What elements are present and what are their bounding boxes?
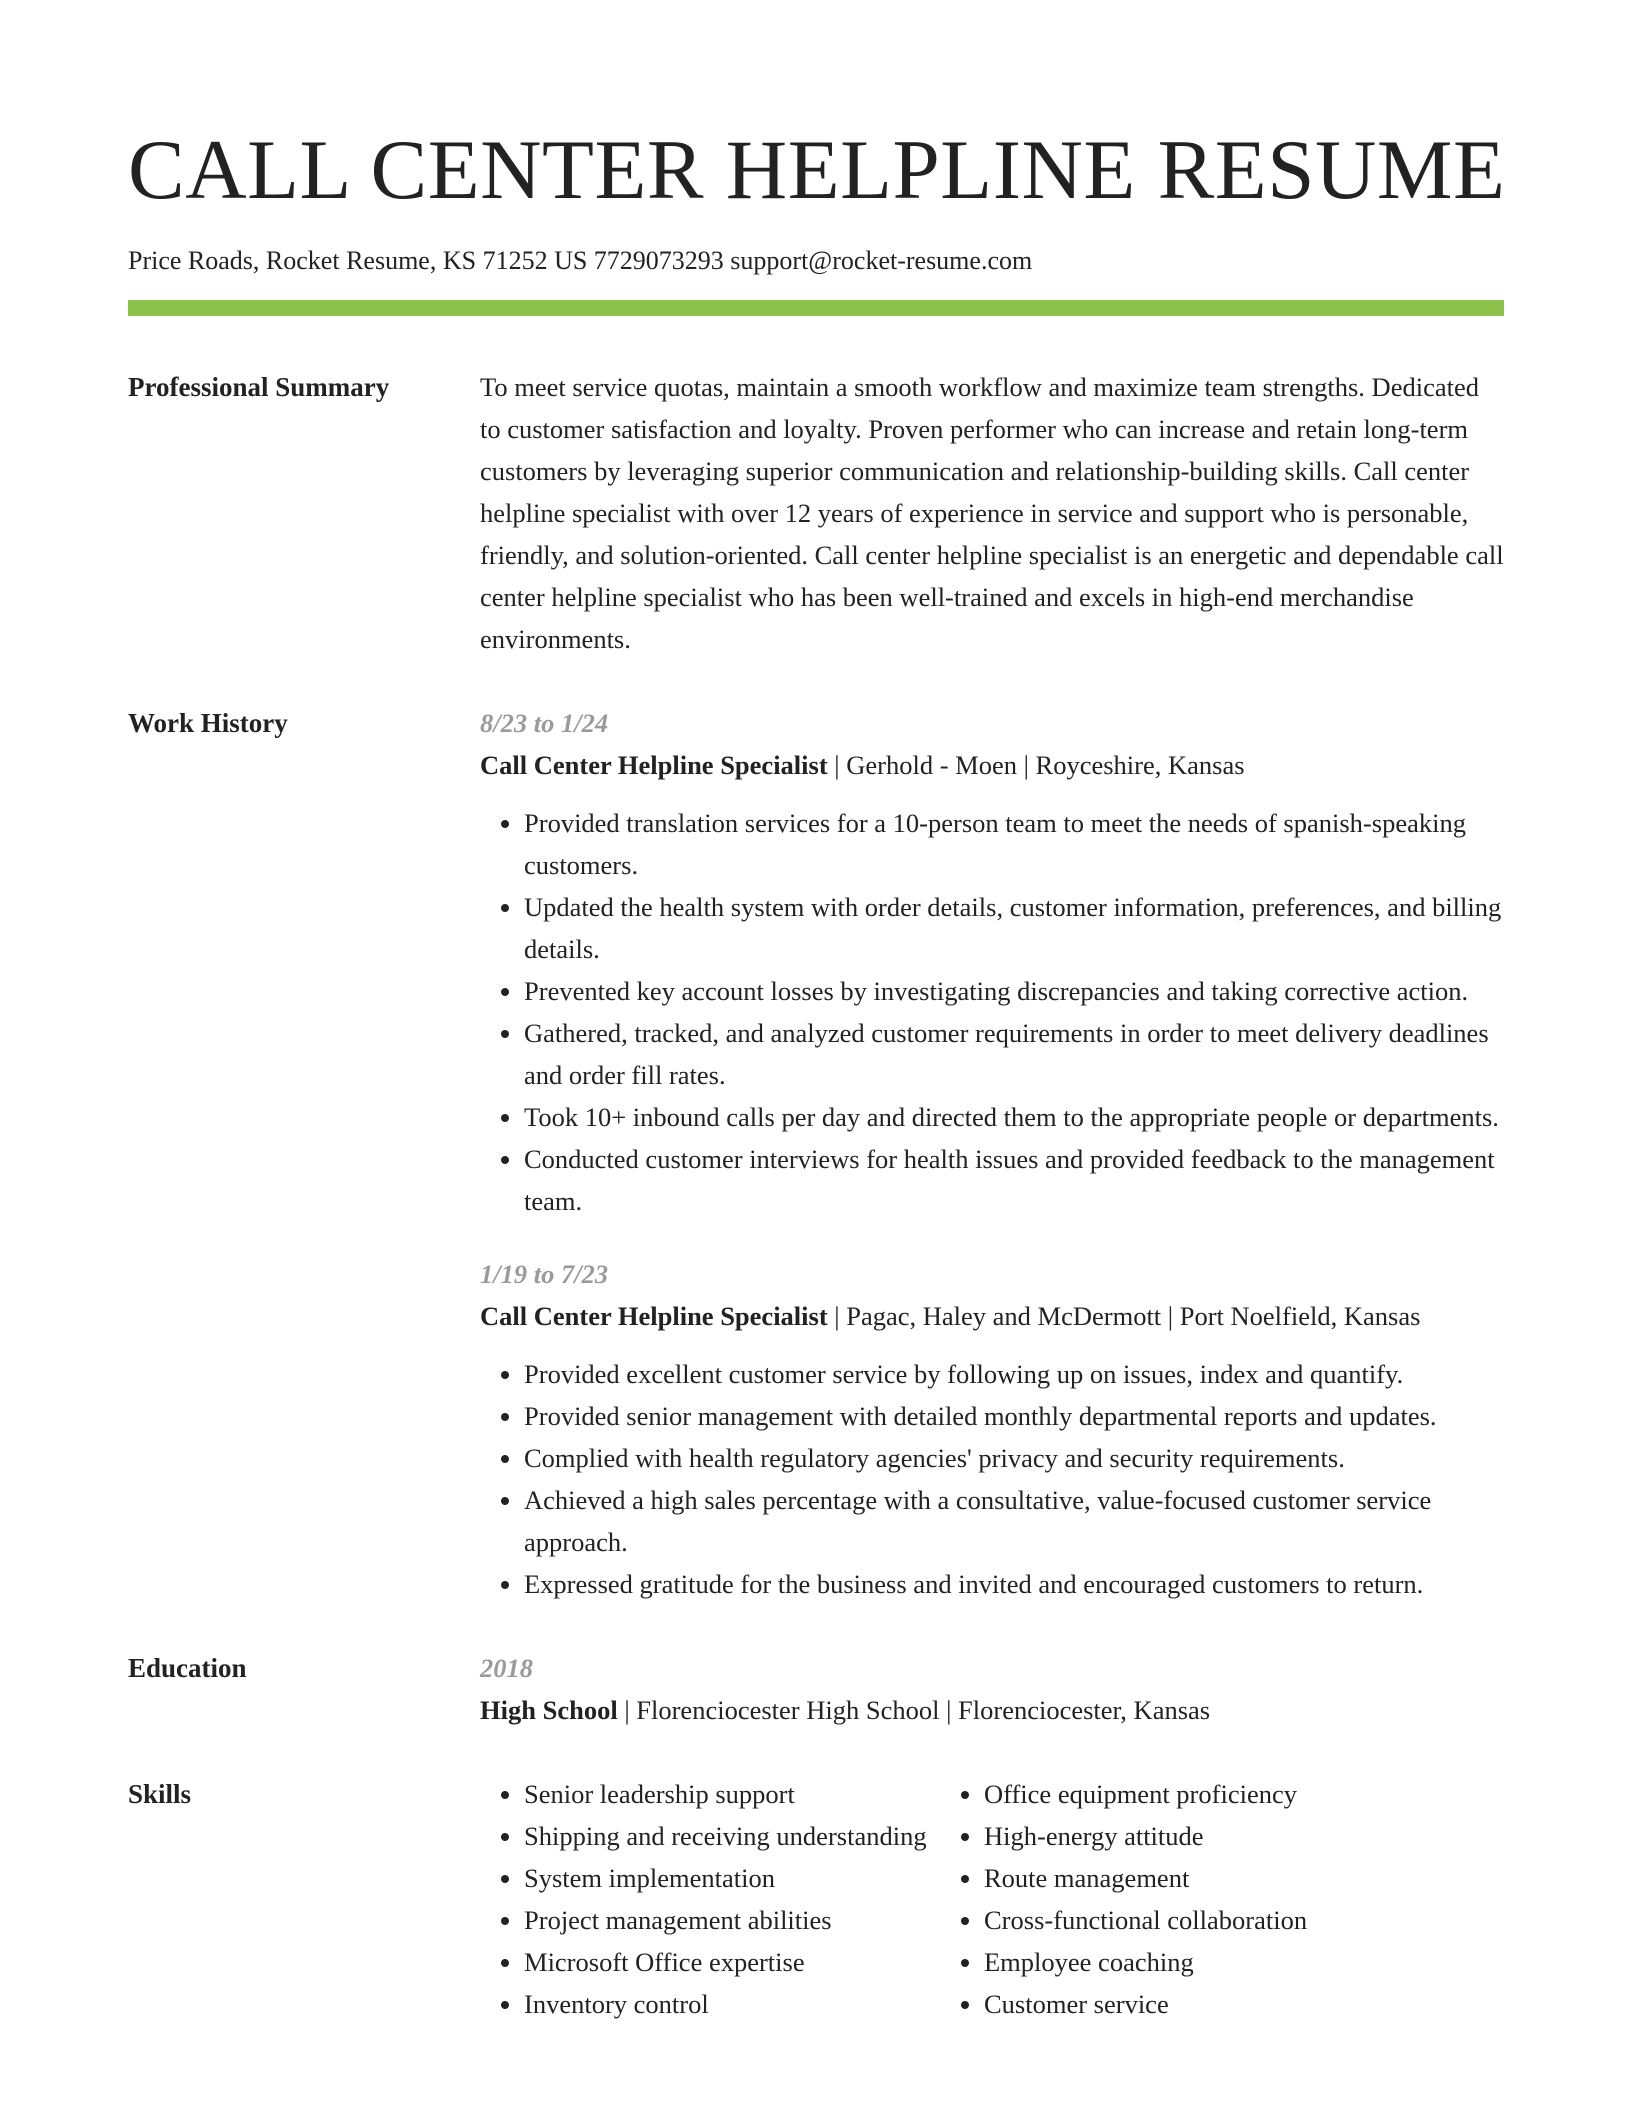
skills-content xyxy=(480,1773,1504,2025)
education-year: 2018 xyxy=(480,1653,533,1683)
job-heading xyxy=(480,1295,1504,1337)
summary-text: To meet service quotas, maintain a smooth workflow and maximize team strengths. Dedicated to customer satisfaction and loyalty. Proven performer who can increase and retain long-term customers by leveraging superior communication and relationship-building skills. Call center helpline specialist with over 12 years of experience in service and support who is personable, friendly, and solution-oriented. Call center helpline specialist is an energetic and dependable call center helpline specialist who has been well-trained and excels in high-end merchandise environments. xyxy=(480,372,1504,654)
education-heading: Education xyxy=(128,1653,247,1683)
summary-content xyxy=(480,366,1504,660)
job-duty: • Complied with health regulatory agencies' privacy and security requirements. xyxy=(524,1437,1504,1479)
job-entry xyxy=(480,702,1504,1222)
job-duty: • Prevented key account losses by investigating discrepancies and taking corrective action. xyxy=(524,970,1504,1012)
skills-list-right xyxy=(940,1773,1307,2025)
job-duty: • Achieved a high sales percentage with a consultative, value-focused customer service approach. xyxy=(524,1479,1504,1563)
skill-item: • Customer service xyxy=(984,1983,1307,2025)
skill-item: • Employee coaching xyxy=(984,1941,1307,1983)
job-duty: • Provided senior management with detailed monthly departmental reports and updates. xyxy=(524,1395,1504,1437)
job-duty: • Provided excellent customer service by following up on issues, index and quantify. xyxy=(524,1353,1504,1395)
skill-item: • Cross-functional collaboration xyxy=(984,1899,1307,1941)
header-divider xyxy=(128,300,1504,316)
education-school-location: | Florenciocester High School | Florenciocester, Kansas xyxy=(617,1695,1211,1725)
skill-item: • Inventory control xyxy=(524,1983,940,2025)
work-history-section xyxy=(128,702,1504,1605)
education-degree: High School xyxy=(480,1695,618,1725)
skills-list-left xyxy=(480,1773,940,2025)
skill-item: • Project management abilities xyxy=(524,1899,940,1941)
job-heading xyxy=(480,744,1504,786)
education-line xyxy=(480,1689,1504,1731)
education-section xyxy=(128,1647,1504,1731)
skill-item: • Office equipment proficiency xyxy=(984,1773,1307,1815)
resume-page xyxy=(128,0,1504,2025)
resume-title: CALL CENTER HELPLINE RESUME xyxy=(128,123,1506,217)
skill-item: • Route management xyxy=(984,1857,1307,1899)
job-title: Call Center Helpline Specialist xyxy=(480,750,828,780)
job-duty: • Updated the health system with order details, customer information, preferences, and billing details. xyxy=(524,886,1504,970)
skill-item: • Senior leadership support xyxy=(524,1773,940,1815)
job-duty: • Gathered, tracked, and analyzed customer requirements in order to meet delivery deadlines and order fill rates. xyxy=(524,1012,1504,1096)
skills-section xyxy=(128,1773,1504,2025)
job-title: Call Center Helpline Specialist xyxy=(480,1301,828,1331)
work-history-content xyxy=(480,702,1504,1605)
job-duty: • Expressed gratitude for the business and invited and encouraged customers to return. xyxy=(524,1563,1504,1605)
job-dates: 8/23 to 1/24 xyxy=(480,708,609,738)
skill-item: • Shipping and receiving understanding xyxy=(524,1815,940,1857)
contact-info: Price Roads, Rocket Resume, KS 71252 US 7729073293 support@rocket-resume.com xyxy=(128,246,1033,275)
job-dates: 1/19 to 7/23 xyxy=(480,1259,609,1289)
skill-item: • System implementation xyxy=(524,1857,940,1899)
summary-heading: Professional Summary xyxy=(128,372,390,402)
job-duty: • Provided translation services for a 10-person team to meet the needs of spanish-speaking customers. xyxy=(524,802,1504,886)
work-history-heading: Work History xyxy=(128,708,288,738)
job-duty: • Conducted customer interviews for health issues and provided feedback to the management team. xyxy=(524,1138,1504,1222)
job-entry xyxy=(480,1253,1504,1605)
skill-item: • Microsoft Office expertise xyxy=(524,1941,940,1983)
summary-section xyxy=(128,366,1504,660)
job-employer-location: | Pagac, Haley and McDermott | Port Noelfield, Kansas xyxy=(827,1301,1421,1331)
job-duties-list xyxy=(480,802,1504,1222)
skill-item: • High-energy attitude xyxy=(984,1815,1307,1857)
job-duty: • Took 10+ inbound calls per day and directed them to the appropriate people or departments. xyxy=(524,1096,1504,1138)
skills-heading: Skills xyxy=(128,1779,192,1809)
job-duties-list xyxy=(480,1353,1504,1605)
education-content xyxy=(480,1647,1504,1731)
job-employer-location: | Gerhold - Moen | Royceshire, Kansas xyxy=(827,750,1245,780)
